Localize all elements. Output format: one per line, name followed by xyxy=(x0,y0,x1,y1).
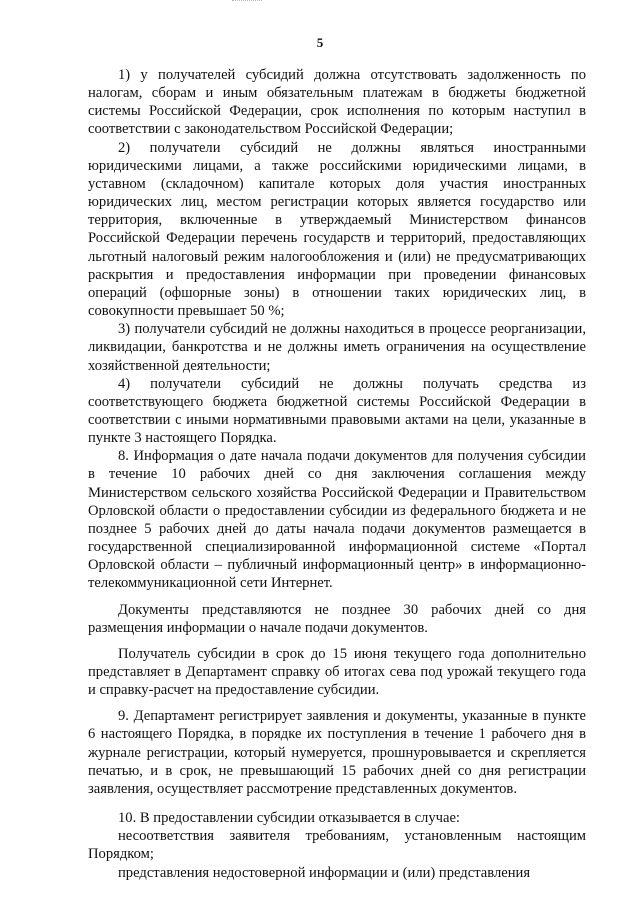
paragraph-item-4: 4) получатели субсидий не должны получать средства из соответствующего бюджета бюджетной системы Российской Федерации в соответствии с иными нормативными правовыми актами на цели, указанные в пункте 3 настоящего Порядка. xyxy=(88,375,586,447)
paragraph-refusal-reason-2: представления недостоверной информации и (или) представления xyxy=(118,864,531,881)
paragraph-section-9: 9. Департамент регистрирует заявления и документы, указанные в пункте 6 настоящего Порядка, в порядке их поступления в течение 1 рабочего дня в журнале регистрации, который нумеруется, прошнуровывается и скрепляется печатью, и в срок, не превышающий 15 рабочих дней со дня регистрации заявления, осуществляет рассмотрение представленных документов. xyxy=(88,708,586,797)
paragraph-section-8: 8. Информация о дате начала подачи документов для получения субсидии в течение 10 рабочих дней со дня заключения соглашения между Министерством сельского хозяйства Российской Федерации и Правительством Орловской области о предоставлении субсидии из федерального бюджета и не позднее 5 рабочих дней до даты начала подачи документов размещается в государственной специализированной информационной системе «Портал Орловской области – публичный информационный центр» в информационно-телекоммуникационной сети Интернет. xyxy=(88,448,586,592)
paragraph-sowing-certificate: Получатель субсидии в срок до 15 июня текущего года дополнительно представляет в Департамент справку об итогах сева под урожай текущего года и справку-расчет на предоставление субсидии. xyxy=(88,645,586,699)
paragraph-item-1: 1) у получателей субсидий должна отсутствовать задолженность по налогам, сборам и иным обязательным платежам в бюджеты бюджетной системы Российской Федерации, срок исполнения по которым наступил в соответствии с законодательством Российской Федерации; xyxy=(88,67,586,138)
page-number: 5 xyxy=(316,35,324,50)
paragraph-refusal-reason-1: несоответствия заявителя требованиям, установленным настоящим Порядком; xyxy=(88,828,586,863)
paragraph-section-10: 10. В предоставлении субсидии отказывается в случае: xyxy=(118,810,460,827)
paragraph-item-2: 2) получатели субсидий не должны являться иностранными юридическими лицами, а также российскими юридическими лицами, в уставном (складочном) капитале которых доля участия иностранных юридических лиц, местом регистрации которых является государство или территория, включенные в утверждаемый Министерством финансов Российской Федерации перечень государств и территорий, предоставляющих льготный налоговый режим налогообложения и (или) не предусматривающих раскрытия и предоставления информации при проведении финансовых операций (офшорные зоны) в отношении таких юридических лиц, в совокупности превышает 50 %; xyxy=(88,139,586,320)
paragraph-item-3: 3) получатели субсидий не должны находиться в процессе реорганизации, ликвидации, банкротства и не должны иметь ограничения на осуществление хозяйственной деятельности; xyxy=(88,321,586,374)
scan-artifact xyxy=(232,0,262,5)
paragraph-documents-deadline: Документы представляются не позднее 30 рабочих дней со дня размещения информации о начале подачи документов. xyxy=(88,601,586,636)
document-body xyxy=(88,66,586,882)
